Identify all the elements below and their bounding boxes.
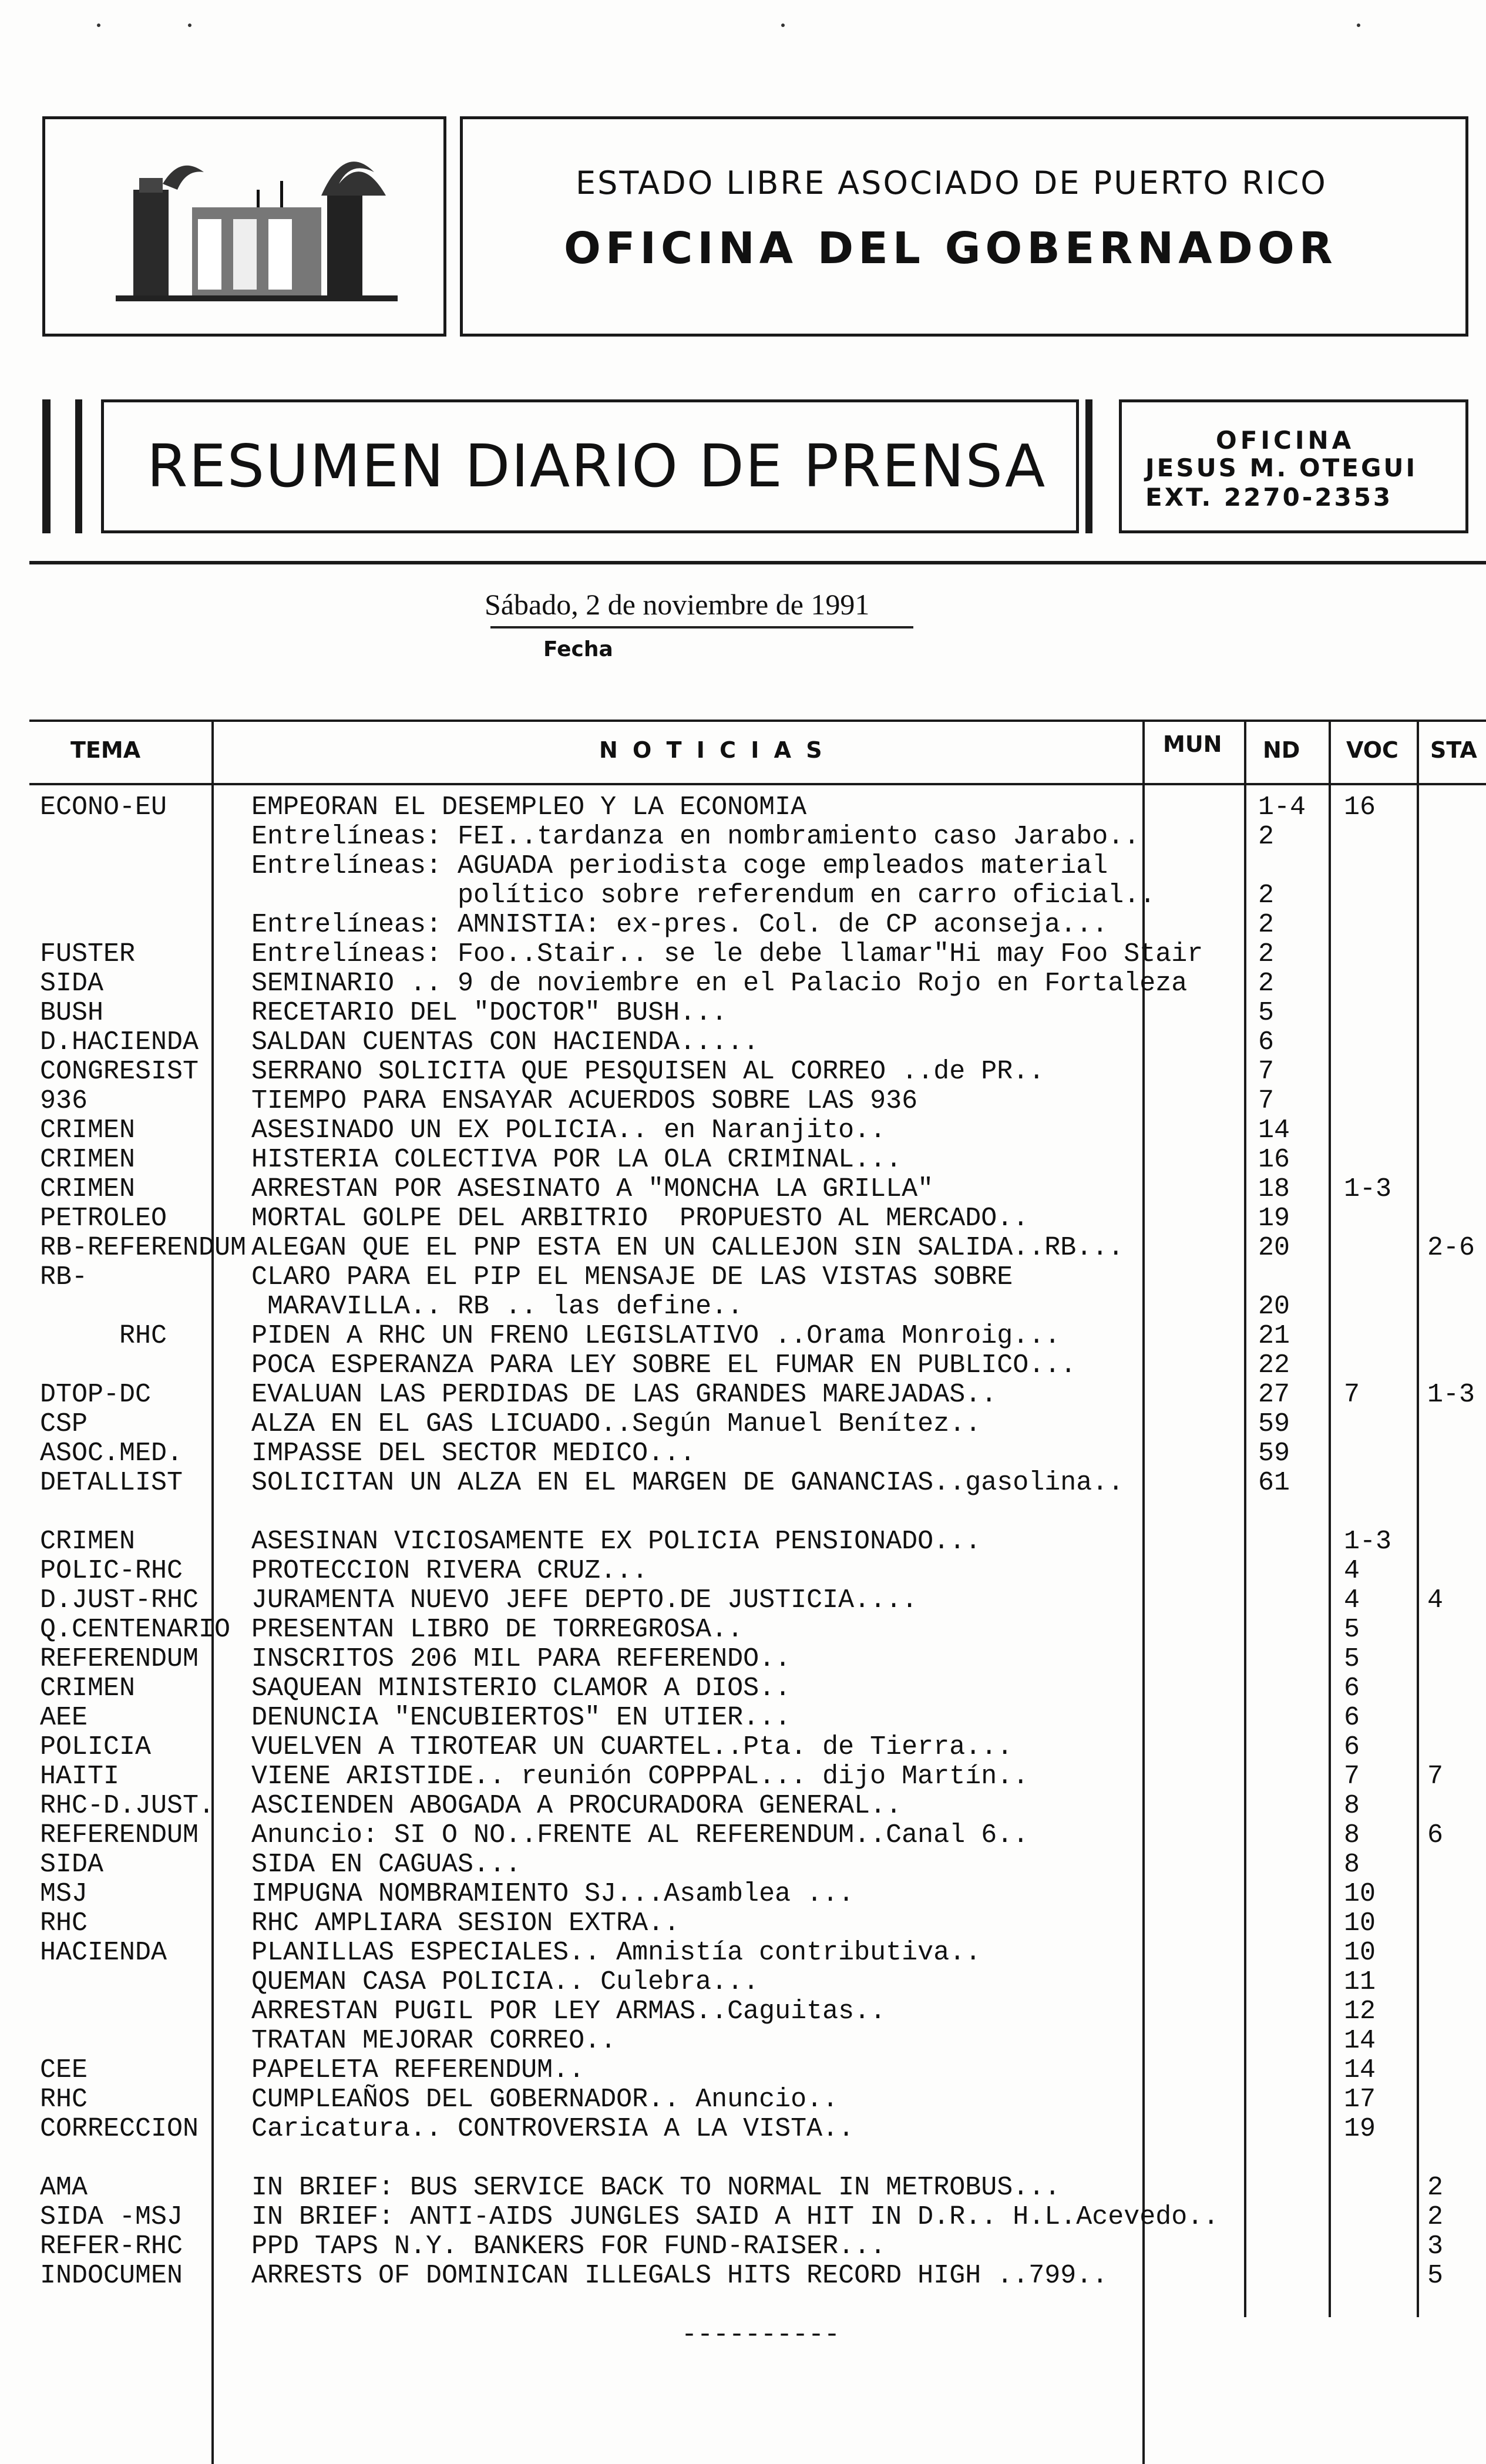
headline-cell: ASESINAN VICIOSAMENTE EX POLICIA PENSIONADO... — [251, 1527, 981, 1557]
sta-page-cell: 2-6 — [1427, 1233, 1475, 1263]
headline-cell: Entrelíneas: Foo..Stair.. se le debe llamar"Hi may Foo Stair — [251, 939, 1203, 969]
column-header-nd: ND — [1263, 737, 1300, 763]
headline-cell: ARRESTAN PUGIL POR LEY ARMAS..Caguitas.. — [251, 1996, 886, 2026]
headline-cell: PAPELETA REFERENDUM.. — [251, 2055, 585, 2085]
headline-cell: PROTECCION RIVERA CRUZ... — [251, 1556, 648, 1586]
tema-cell: POLICIA — [40, 1732, 152, 1762]
tema-cell: CORRECCION — [40, 2114, 199, 2144]
tema-cell: RHC — [40, 1908, 88, 1938]
nd-page-cell: 20 — [1258, 1233, 1290, 1263]
headline-cell: SALDAN CUENTAS CON HACIENDA..... — [251, 1027, 759, 1057]
column-header-mun: MUN — [1163, 731, 1222, 757]
voc-page-cell: 1-3 — [1344, 1174, 1392, 1204]
tema-cell: Q.CENTENARIO — [40, 1615, 231, 1645]
sta-page-cell: 2 — [1427, 2173, 1444, 2203]
sta-page-cell: 7 — [1427, 1762, 1444, 1791]
office-extension: EXT. 2270-2353 — [1145, 483, 1393, 512]
nd-page-cell: 2 — [1258, 969, 1275, 999]
voc-page-cell: 17 — [1344, 2085, 1376, 2115]
sta-page-cell: 4 — [1427, 1585, 1444, 1615]
headline-cell: IN BRIEF: BUS SERVICE BACK TO NORMAL IN METROBUS... — [251, 2173, 1061, 2203]
voc-page-cell: 8 — [1344, 1850, 1360, 1880]
tema-cell — [40, 1292, 213, 1322]
tema-cell: RB-REFERENDUM — [40, 1233, 247, 1263]
nd-page-cell: 7 — [1258, 1057, 1275, 1087]
tema-cell — [40, 852, 213, 881]
headline-cell: SERRANO SOLICITA QUE PESQUISEN AL CORREO ..de PR.. — [251, 1057, 1045, 1087]
tema-cell: RB- — [40, 1262, 88, 1292]
tema-cell — [40, 1498, 213, 1527]
banner-bar — [75, 399, 82, 533]
nd-page-cell: 18 — [1258, 1174, 1290, 1204]
tema-cell — [40, 1997, 213, 2026]
headline-cell: TRATAN MEJORAR CORREO.. — [251, 2026, 617, 2056]
nd-page-cell: 1-4 — [1258, 792, 1306, 822]
headline-cell: INSCRITOS 206 MIL PARA REFERENDO.. — [251, 1644, 791, 1674]
sta-page-cell: 1-3 — [1427, 1380, 1475, 1410]
tema-cell: REFERENDUM — [40, 1644, 199, 1674]
tema-cell: DETALLIST — [40, 1468, 183, 1498]
nd-page-cell: 7 — [1258, 1086, 1275, 1116]
headline-cell: CLARO PARA EL PIP EL MENSAJE DE LAS VISTAS SOBRE — [251, 1262, 1013, 1292]
office-name: JESUS M. OTEGUI — [1145, 453, 1418, 482]
nd-page-cell: 14 — [1258, 1115, 1290, 1145]
column-divider — [1417, 720, 1419, 2317]
sta-page-cell: 3 — [1427, 2231, 1444, 2261]
column-header-tema: TEMA — [70, 737, 141, 763]
voc-page-cell: 16 — [1344, 792, 1376, 822]
header-line-2: OFICINA DEL GOBERNADOR — [564, 223, 1337, 274]
voc-page-cell: 1-3 — [1344, 1527, 1392, 1557]
tema-cell: MSJ — [40, 1879, 88, 1909]
headline-cell: SEMINARIO .. 9 de noviembre en el Palacio Rojo en Fortaleza — [251, 969, 1188, 999]
headline-cell: ARRESTS OF DOMINICAN ILLEGALS HITS RECORD HIGH ..799.. — [251, 2261, 1108, 2291]
tema-cell: D.JUST-RHC — [40, 1585, 199, 1615]
headline-cell: ASESINADO UN EX POLICIA.. en Naranjito.. — [251, 1115, 886, 1145]
tema-cell: FUSTER — [40, 939, 136, 969]
headline-cell: ALZA EN EL GAS LICUADO..Según Manuel Benítez.. — [251, 1409, 981, 1439]
date-underline — [490, 626, 913, 628]
nd-page-cell: 22 — [1258, 1350, 1290, 1380]
headline-cell: político sobre referendum en carro oficial.. — [251, 880, 1156, 910]
column-divider — [1329, 720, 1331, 2317]
tema-cell: CSP — [40, 1409, 88, 1439]
tema-cell: REFER-RHC — [40, 2231, 183, 2261]
voc-page-cell: 10 — [1344, 1938, 1376, 1968]
date-value: Sábado, 2 de noviembre de 1991 — [485, 588, 870, 621]
headline-cell: QUEMAN CASA POLICIA.. Culebra... — [251, 1967, 759, 1997]
headline-cell: VIENE ARISTIDE.. reunión COPPPAL... dijo Martín.. — [251, 1762, 1029, 1791]
headline-cell: PPD TAPS N.Y. BANKERS FOR FUND-RAISER... — [251, 2231, 886, 2261]
sta-page-cell: 6 — [1427, 1820, 1444, 1850]
tema-cell: ECONO-EU — [40, 792, 167, 822]
headline-cell: Anuncio: SI O NO..FRENTE AL REFERENDUM..Canal 6.. — [251, 1820, 1029, 1850]
headline-cell: IN BRIEF: ANTI-AIDS JUNGLES SAID A HIT IN D.R.. H.L.Acevedo.. — [251, 2202, 1219, 2232]
punch-mark — [781, 23, 785, 27]
headline-cell: ASCIENDEN ABOGADA A PROCURADORA GENERAL.. — [251, 1791, 902, 1821]
tema-cell — [40, 2144, 213, 2173]
tema-cell: 936 — [40, 1086, 88, 1116]
tema-cell: CRIMEN — [40, 1145, 136, 1175]
tema-cell: D.HACIENDA — [40, 1027, 199, 1057]
tema-cell — [40, 822, 213, 852]
office-label: OFICINA — [1216, 426, 1355, 455]
tema-cell: CRIMEN — [40, 1527, 136, 1557]
tema-cell — [40, 1968, 213, 1997]
column-header-voc: VOC — [1346, 737, 1398, 763]
column-divider — [1244, 720, 1246, 2317]
headline-cell: CUMPLEAÑOS DEL GOBERNADOR.. Anuncio.. — [251, 2085, 839, 2115]
table-top-rule — [29, 720, 1486, 722]
tema-cell: DTOP-DC — [40, 1380, 152, 1410]
voc-page-cell: 6 — [1344, 1703, 1360, 1733]
headline-cell: MARAVILLA.. RB .. las define.. — [251, 1292, 744, 1322]
voc-page-cell: 11 — [1344, 1967, 1376, 1997]
date-label: Fecha — [543, 637, 613, 661]
headline-cell: RECETARIO DEL "DOCTOR" BUSH... — [251, 998, 728, 1028]
tema-cell: HACIENDA — [40, 1938, 167, 1968]
tema-cell — [40, 910, 213, 940]
punch-mark — [1357, 23, 1360, 27]
headline-cell: HISTERIA COLECTIVA POR LA OLA CRIMINAL... — [251, 1145, 902, 1175]
tema-cell: SIDA — [40, 1850, 104, 1880]
nd-page-cell: 5 — [1258, 998, 1275, 1028]
voc-page-cell: 19 — [1344, 2114, 1376, 2144]
headline-cell: EMPEORAN EL DESEMPLEO Y LA ECONOMIA — [251, 792, 807, 822]
column-header-sta: STA — [1430, 737, 1477, 763]
tema-cell: PETROLEO — [40, 1204, 167, 1233]
voc-page-cell: 5 — [1344, 1615, 1360, 1645]
headline-cell: IMPASSE DEL SECTOR MEDICO... — [251, 1438, 696, 1468]
tema-cell: HAITI — [40, 1762, 120, 1791]
tema-cell: AMA — [40, 2173, 88, 2203]
tema-cell — [40, 1351, 213, 1380]
voc-page-cell: 10 — [1344, 1879, 1376, 1909]
sta-page-cell: 5 — [1427, 2261, 1444, 2291]
nd-page-cell: 16 — [1258, 1145, 1290, 1175]
headline-cell: Entrelíneas: AMNISTIA: ex-pres. Col. de CP aconseja... — [251, 910, 1108, 940]
tema-cell: SIDA -MSJ — [40, 2202, 183, 2232]
voc-page-cell: 6 — [1344, 1732, 1360, 1762]
tema-cell: CRIMEN — [40, 1673, 136, 1703]
headline-cell: PRESENTAN LIBRO DE TORREGROSA.. — [251, 1615, 744, 1645]
banner-bar — [1085, 399, 1092, 533]
voc-page-cell: 14 — [1344, 2055, 1376, 2085]
voc-page-cell: 12 — [1344, 1996, 1376, 2026]
headline-cell: DENUNCIA "ENCUBIERTOS" EN UTIER... — [251, 1703, 791, 1733]
tema-cell: ASOC.MED. — [40, 1438, 183, 1468]
punch-mark — [188, 23, 191, 27]
nd-page-cell: 61 — [1258, 1468, 1290, 1498]
footer-dashes: ---------- — [681, 2320, 841, 2350]
headline-cell: ALEGAN QUE EL PNP ESTA EN UN CALLEJON SIN SALIDA..RB... — [251, 1233, 1124, 1263]
nd-page-cell: 59 — [1258, 1409, 1290, 1439]
tema-cell: REFERENDUM — [40, 1820, 199, 1850]
headline-cell: PIDEN A RHC UN FRENO LEGISLATIVO ..Orama Monroig... — [251, 1321, 1061, 1351]
headline-cell: SOLICITAN UN ALZA EN EL MARGEN DE GANANCIAS..gasolina.. — [251, 1468, 1124, 1498]
nd-page-cell: 2 — [1258, 939, 1275, 969]
tema-cell: RHC — [40, 2085, 88, 2115]
document-title: RESUMEN DIARIO DE PRENSA — [147, 432, 1047, 500]
tema-cell — [40, 881, 213, 910]
tema-cell: CRIMEN — [40, 1174, 136, 1204]
column-header-noticias: N O T I C I A S — [599, 737, 826, 763]
voc-page-cell: 8 — [1344, 1820, 1360, 1850]
tema-cell: POLIC-RHC — [40, 1556, 183, 1586]
tema-cell: RHC-D.JUST. — [40, 1791, 215, 1821]
nd-page-cell: 21 — [1258, 1321, 1290, 1351]
headline-cell: Entrelíneas: AGUADA periodista coge empleados material — [251, 851, 1108, 881]
headline-cell: RHC AMPLIARA SESION EXTRA.. — [251, 1908, 680, 1938]
headline-cell: POCA ESPERANZA PARA LEY SOBRE EL FUMAR EN PUBLICO... — [251, 1350, 1077, 1380]
header-line-1: ESTADO LIBRE ASOCIADO DE PUERTO RICO — [576, 164, 1327, 201]
voc-page-cell: 7 — [1344, 1762, 1360, 1791]
headline-cell: PLANILLAS ESPECIALES.. Amnistía contributiva.. — [251, 1938, 981, 1968]
nd-page-cell: 19 — [1258, 1204, 1290, 1233]
headline-cell: Entrelíneas: FEI..tardanza en nombramiento caso Jarabo.. — [251, 822, 1140, 852]
voc-page-cell: 5 — [1344, 1644, 1360, 1674]
divider — [29, 561, 1486, 564]
voc-page-cell: 8 — [1344, 1791, 1360, 1821]
tema-cell: INDOCUMEN — [40, 2261, 183, 2291]
tema-cell: CEE — [40, 2055, 88, 2085]
nd-page-cell: 27 — [1258, 1380, 1290, 1410]
voc-page-cell: 10 — [1344, 1908, 1376, 1938]
logo-box — [42, 116, 446, 337]
nd-page-cell: 2 — [1258, 910, 1275, 940]
headline-cell: IMPUGNA NOMBRAMIENTO SJ...Asamblea ... — [251, 1879, 855, 1909]
headline-cell: MORTAL GOLPE DEL ARBITRIO PROPUESTO AL MERCADO.. — [251, 1204, 1029, 1233]
voc-page-cell: 4 — [1344, 1556, 1360, 1586]
sta-page-cell: 2 — [1427, 2202, 1444, 2232]
fortaleza-logo — [45, 119, 443, 334]
headline-cell: EVALUAN LAS PERDIDAS DE LAS GRANDES MAREJADAS.. — [251, 1380, 997, 1410]
nd-page-cell: 59 — [1258, 1438, 1290, 1468]
headline-cell: ARRESTAN POR ASESINATO A "MONCHA LA GRILLA" — [251, 1174, 934, 1204]
punch-mark — [97, 23, 100, 27]
nd-page-cell: 2 — [1258, 880, 1275, 910]
tema-cell: RHC — [40, 1321, 167, 1351]
voc-page-cell: 7 — [1344, 1380, 1360, 1410]
table-header-rule — [29, 783, 1486, 785]
nd-page-cell: 6 — [1258, 1027, 1275, 1057]
voc-page-cell: 4 — [1344, 1585, 1360, 1615]
nd-page-cell: 20 — [1258, 1292, 1290, 1322]
tema-cell: CONGRESIST — [40, 1057, 199, 1087]
headline-cell: SIDA EN CAGUAS... — [251, 1850, 522, 1880]
headline-cell: TIEMPO PARA ENSAYAR ACUERDOS SOBRE LAS 936 — [251, 1086, 918, 1116]
banner-bar — [42, 399, 51, 533]
nd-page-cell: 2 — [1258, 822, 1275, 852]
tema-cell: AEE — [40, 1703, 88, 1733]
voc-page-cell: 14 — [1344, 2026, 1376, 2056]
tema-cell: BUSH — [40, 998, 104, 1028]
tema-cell: CRIMEN — [40, 1115, 136, 1145]
headline-cell: JURAMENTA NUEVO JEFE DEPTO.DE JUSTICIA.... — [251, 1585, 918, 1615]
tema-cell: SIDA — [40, 969, 104, 999]
headline-cell: VUELVEN A TIROTEAR UN CUARTEL..Pta. de Tierra... — [251, 1732, 1013, 1762]
headline-cell: Caricatura.. CONTROVERSIA A LA VISTA.. — [251, 2114, 855, 2144]
tema-cell — [40, 2026, 213, 2056]
headline-cell: SAQUEAN MINISTERIO CLAMOR A DIOS.. — [251, 1673, 791, 1703]
voc-page-cell: 6 — [1344, 1673, 1360, 1703]
